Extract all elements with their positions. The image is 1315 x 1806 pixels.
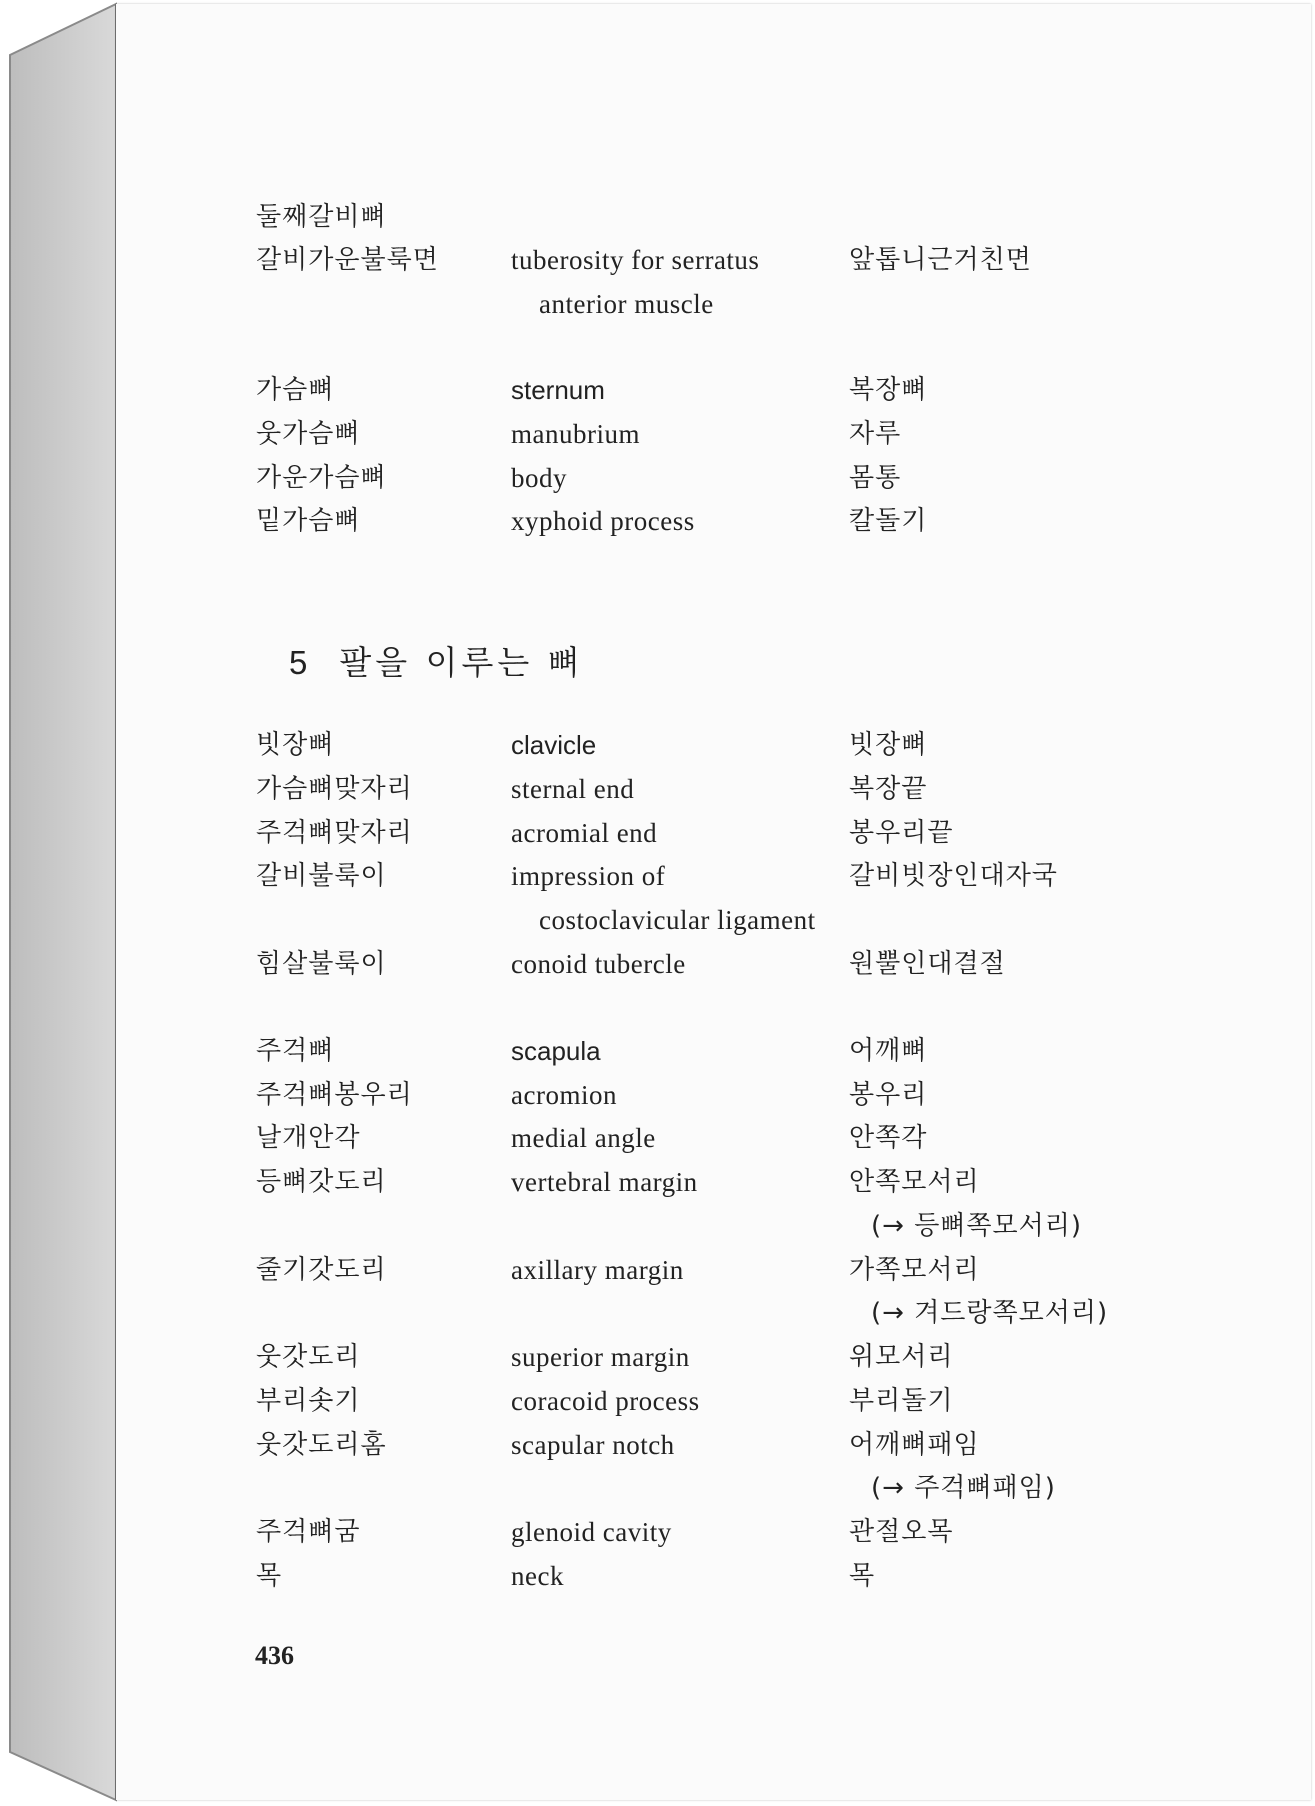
english-term-continuation: costoclavicular ligament	[539, 905, 816, 935]
korean-old-term: 갈비불룩이	[256, 861, 387, 891]
section-title: 팔을 이루는 뼈	[339, 643, 584, 682]
korean-new-term: 자루	[849, 419, 902, 449]
korean-old-term: 주걱뼈맞자리	[256, 818, 413, 848]
korean-old-term: 주걱뼈	[256, 1036, 335, 1066]
english-term: manubrium	[511, 419, 640, 449]
korean-new-term: 몸통	[849, 463, 902, 493]
english-term: impression of	[511, 861, 666, 891]
section-heading	[289, 637, 584, 684]
english-term: xyphoid process	[511, 506, 695, 536]
english-term: scapula	[511, 1036, 601, 1066]
korean-new-term: 봉우리	[849, 1080, 928, 1110]
english-term: medial angle	[511, 1123, 656, 1153]
korean-new-term: 원뿔인대결절	[849, 949, 1006, 979]
section-number: 5	[289, 644, 312, 681]
korean-new-term-note: (→ 주걱뼈패임)	[871, 1473, 1056, 1503]
page-number: 436	[255, 1641, 294, 1670]
document-page	[116, 4, 1311, 1800]
korean-old-term: 주걱뼈봉우리	[256, 1080, 413, 1110]
english-term: sternum	[511, 375, 605, 405]
english-term: sternal end	[511, 774, 635, 804]
korean-new-term: 위모서리	[849, 1342, 954, 1372]
korean-old-term: 웃갓도리	[256, 1342, 361, 1372]
korean-new-term: 부리돌기	[849, 1386, 954, 1416]
korean-old-term: 등뼈갓도리	[256, 1167, 387, 1197]
korean-new-term: 갈비빗장인대자국	[849, 861, 1058, 891]
korean-new-term: 빗장뼈	[849, 730, 928, 760]
korean-new-term: 안쪽각	[849, 1123, 928, 1153]
korean-old-term: 목	[256, 1561, 283, 1591]
korean-new-term: 복장뼈	[849, 375, 928, 405]
english-term: acromial end	[511, 818, 658, 848]
english-term: scapular notch	[511, 1430, 675, 1460]
english-term: neck	[511, 1561, 564, 1591]
korean-new-term: 앞톱니근거친면	[849, 245, 1032, 275]
english-term: glenoid cavity	[511, 1517, 672, 1547]
korean-new-term: 가쪽모서리	[849, 1255, 980, 1285]
korean-new-term: 어깨뼈	[849, 1036, 928, 1066]
english-term: axillary margin	[511, 1255, 684, 1285]
korean-old-term: 가슴뼈맞자리	[256, 774, 413, 804]
korean-old-term: 날개안각	[256, 1123, 361, 1153]
korean-old-term: 힘살불룩이	[256, 949, 387, 979]
english-term: acromion	[511, 1080, 617, 1110]
korean-new-term: 관절오목	[849, 1517, 954, 1547]
korean-new-term: 칼돌기	[849, 506, 928, 536]
korean-new-term: 안쪽모서리	[849, 1167, 980, 1197]
korean-new-term: 봉우리끝	[849, 818, 954, 848]
korean-old-term: 가운가슴뼈	[256, 463, 387, 493]
korean-new-term: 복장끝	[849, 774, 928, 804]
korean-new-term: 어깨뼈패임	[849, 1430, 980, 1460]
korean-old-term: 갈비가운불룩면	[256, 245, 439, 275]
page-content	[116, 4, 1311, 1800]
english-term: superior margin	[511, 1342, 690, 1372]
english-term: coracoid process	[511, 1386, 700, 1416]
korean-old-term: 줄기갓도리	[256, 1255, 387, 1285]
english-term: clavicle	[511, 730, 597, 760]
korean-old-term: 부리솟기	[256, 1386, 361, 1416]
korean-old-term: 둘째갈비뼈	[256, 202, 387, 232]
english-term-continuation: anterior muscle	[539, 289, 714, 319]
english-term: vertebral margin	[511, 1167, 698, 1197]
english-term: tuberosity for serratus	[511, 245, 760, 275]
english-term: body	[511, 463, 567, 493]
english-term: conoid tubercle	[511, 949, 686, 979]
korean-old-term: 주걱뼈굼	[256, 1517, 361, 1547]
korean-old-term: 웃갓도리홈	[256, 1430, 387, 1460]
korean-new-term-note: (→ 등뼈쪽모서리)	[871, 1211, 1083, 1241]
korean-old-term: 밑가슴뼈	[256, 506, 361, 536]
korean-old-term: 빗장뼈	[256, 730, 335, 760]
korean-new-term-note: (→ 겨드랑쪽모서리)	[871, 1298, 1109, 1328]
korean-old-term: 가슴뼈	[256, 375, 335, 405]
korean-old-term: 웃가슴뼈	[256, 419, 361, 449]
korean-new-term: 목	[849, 1561, 876, 1591]
